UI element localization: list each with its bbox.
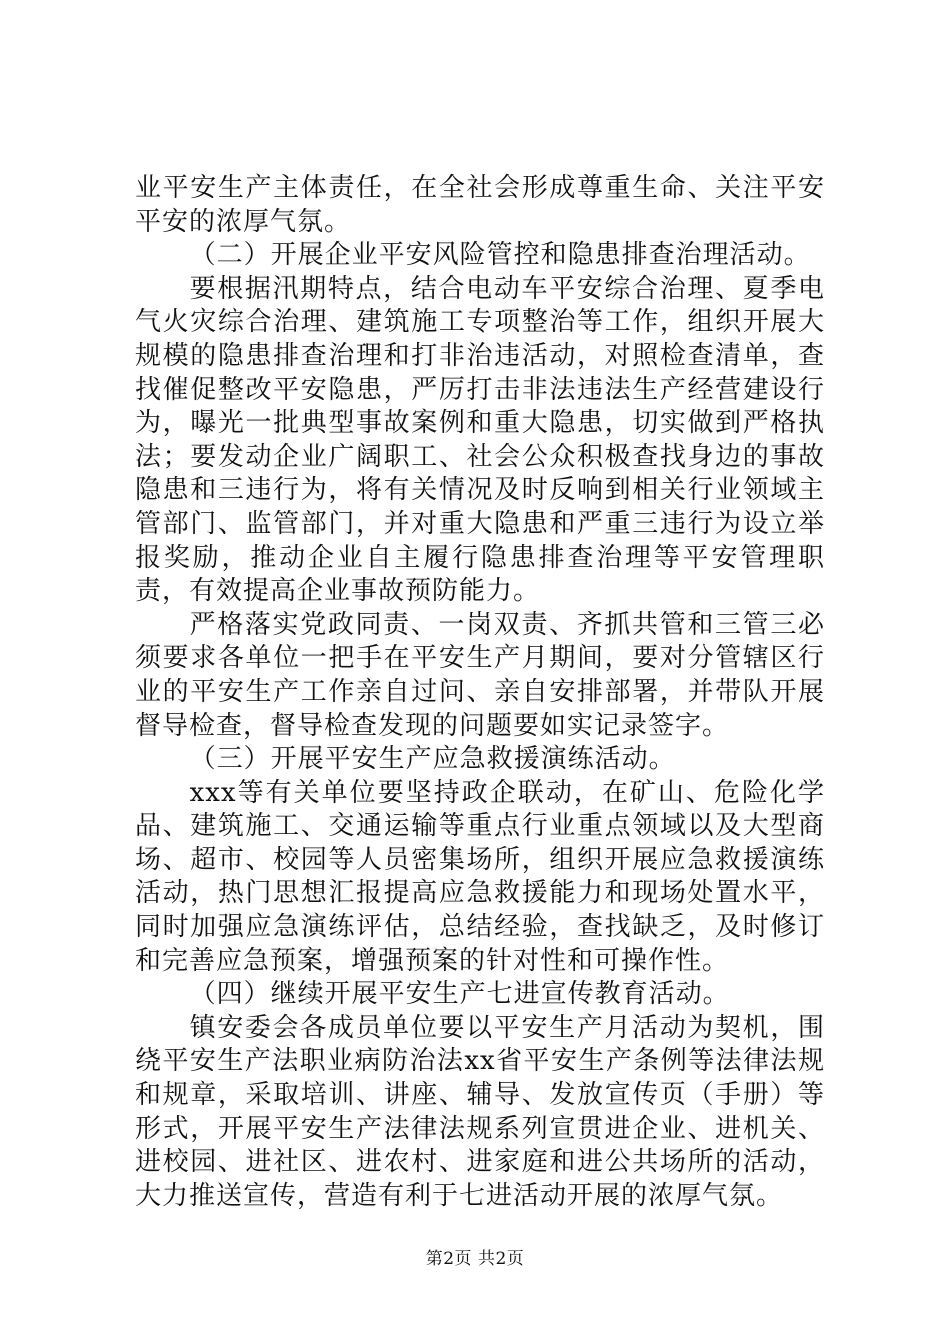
paragraph-continuation: 业平安生产主体责任，在全社会形成尊重生命、关注平安平安的浓厚气氛。 [135, 173, 825, 237]
page-number-footer: 第2页 共2页 [425, 1249, 525, 1269]
section-heading-4: （四）继续开展平安生产七进宣传教育活动。 [189, 979, 730, 1010]
paragraph-emergency-drill: xxx等有关单位要坚持政企联动，在矿山、危险化学品、建筑施工、交通运输等重点行业重点领域以及大型商场、超市、校园等人员密集场所，组织开展应急救援演练活动，热门思想汇报提高应急救援能力和现场处置水平，同时加强应急演练评估，总结经验，查找缺乏，及时修订和完善应急预案，增强预案的针对性和可操作性。 [135, 777, 825, 976]
paragraph-responsibility: 严格落实党政同责、一岗双责、齐抓共管和三管三必须要求各单位一把手在平安生产月期间，要对分管辖区行业的平安生产工作亲自过问、亲自安排部署，并带队开展督导检查，督导检查发现的问题要如实记录签字。 [135, 609, 825, 741]
section-heading-3: （三）开展平安生产应急救援演练活动。 [189, 744, 676, 775]
section-heading-2: （二）开展企业平安风险管控和隐患排查治理活动。 [189, 240, 811, 271]
paragraph-publicity-education: 镇安委会各成员单位要以平安生产月活动为契机，围绕平安生产法职业病防治法xx省平安生产条例等法律法规和规章，采取培训、讲座、辅导、发放宣传页（手册）等形式，开展平安生产法律法规系列宣贯进企业、进机关、进校园、进社区、进农村、进家庭和进公共场所的活动，大力推送宣传，营造有利于七进活动开展的浓厚气氛。 [135, 1012, 825, 1211]
paragraph-hazard-inspection: 要根据汛期特点，结合电动车平安综合治理、夏季电气火灾综合治理、建筑施工专项整治等工作，组织开展大规模的隐患排查治理和打非治违活动，对照检查清单，查找催促整改平安隐患，严厉打击非法违法生产经营建设行为，曝光一批典型事故案例和重大隐患，切实做到严格执法；要发动企业广阔职工、社会公众积极查找身边的事故隐患和三违行为，将有关情况及时反响到相关行业领域主管部门、监管部门，并对重大隐患和严重三违行为设立举报奖励，推动企业自主履行隐患排查治理等平安管理职责，有效提高企业事故预防能力。 [135, 273, 825, 607]
document-body [135, 172, 825, 1213]
